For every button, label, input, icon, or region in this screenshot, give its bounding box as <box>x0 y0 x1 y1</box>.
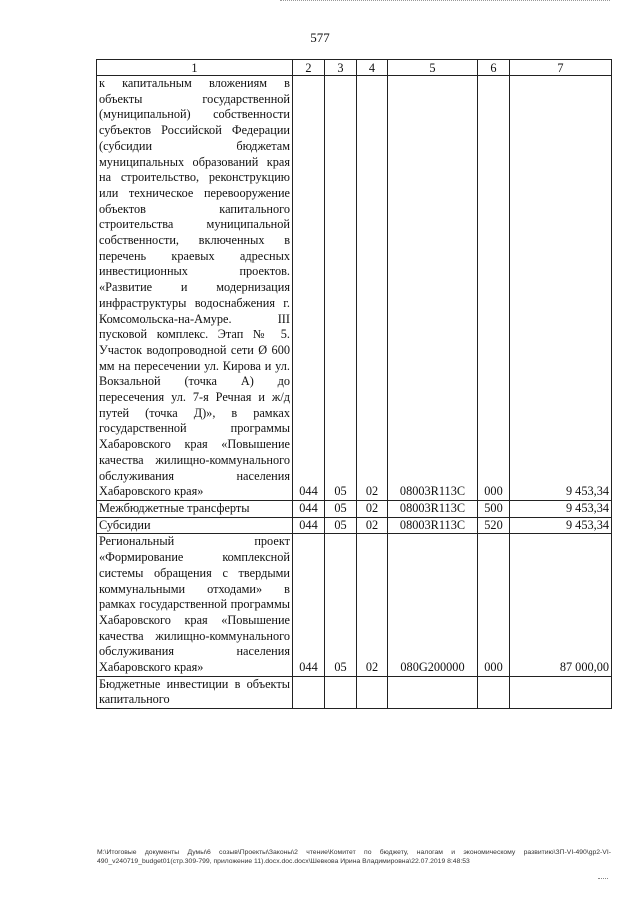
row-expense-type: 500 <box>478 500 510 517</box>
row-target-code: 08003R113C <box>388 76 478 501</box>
row-amount: 87 000,00 <box>510 534 612 676</box>
row-target-code: 08003R113C <box>388 517 478 534</box>
header-col-6: 6 <box>478 60 510 76</box>
scan-artifact-line <box>280 0 610 4</box>
row-section-code: 05 <box>325 534 357 676</box>
row-description: Субсидии <box>97 517 293 534</box>
header-col-7: 7 <box>510 60 612 76</box>
row-section-code: 05 <box>325 500 357 517</box>
table-header-row <box>97 60 612 76</box>
header-col-3: 3 <box>325 60 357 76</box>
row-description: Межбюджетные трансферты <box>97 500 293 517</box>
row-amount: 9 453,34 <box>510 517 612 534</box>
row-ministry-code: 044 <box>293 517 325 534</box>
budget-table <box>96 59 612 709</box>
row-subsection-code: 02 <box>357 517 388 534</box>
row-description: к капитальным вложениям в объекты государственной (муниципальной) собственности субъектов Российской Федерации (субсидии бюджетам муниципальных образований края на строительство, реконструкцию или техническое перевооружение объектов капитального строительства муниципальной собственности, включенных в перечень краевых адресных инвестиционных проектов. «Развитие и модернизация инфраструктуры водоснабжения г. Комсомольска-на-Амуре. III пусковой комплекс. Этап № 5. Участок водопроводной сети Ø 600 мм на пересечении ул. Кирова и ул. Вокзальной (точка А) до пересечения ул. 7-я Речная и ж/д путей (точка Д)», в рамках государственной программы Хабаровского края «Повышение качества жилищно-коммунального обслуживания населения Хабаровского края» <box>97 76 293 501</box>
row-target-code: 08003R113C <box>388 500 478 517</box>
row-section-code: 05 <box>325 76 357 501</box>
row-section-code <box>325 676 357 708</box>
header-col-1: 1 <box>97 60 293 76</box>
row-amount <box>510 676 612 708</box>
row-ministry-code: 044 <box>293 500 325 517</box>
row-ministry-code <box>293 676 325 708</box>
page-number: 577 <box>310 30 330 45</box>
header-col-5: 5 <box>388 60 478 76</box>
row-section-code: 05 <box>325 517 357 534</box>
row-expense-type: 000 <box>478 76 510 501</box>
row-amount: 9 453,34 <box>510 500 612 517</box>
table-row <box>97 534 612 676</box>
row-subsection-code: 02 <box>357 500 388 517</box>
row-amount: 9 453,34 <box>510 76 612 501</box>
row-subsection-code <box>357 676 388 708</box>
table-row <box>97 500 612 517</box>
document-path-footer: M:\Итоговые документы Думы\6 созыв\Проекты\Законы\2 чтение\Комитет по бюджету, налогам и экономическому развитию\ЗП-VI-490\gp2-VI-490_v240719_budget01(стр.309-799, приложение 11).docx.doc.docx\Шевкова Ирина Владимировна\22.07.2019 8:48:53 <box>97 849 611 865</box>
row-expense-type: 000 <box>478 534 510 676</box>
table-row <box>97 517 612 534</box>
scan-artifact-mark <box>598 878 608 880</box>
row-ministry-code: 044 <box>293 534 325 676</box>
row-subsection-code: 02 <box>357 534 388 676</box>
header-col-2: 2 <box>293 60 325 76</box>
row-subsection-code: 02 <box>357 76 388 501</box>
row-description: Региональный проект «Формирование комплексной системы обращения с твердыми коммунальными отходами» в рамках государственной программы Хабаровского края «Повышение качества жилищно-коммунального обслуживания населения Хабаровского края» <box>97 534 293 676</box>
table-row <box>97 76 612 501</box>
row-expense-type <box>478 676 510 708</box>
row-target-code <box>388 676 478 708</box>
table-row <box>97 676 612 708</box>
row-ministry-code: 044 <box>293 76 325 501</box>
header-col-4: 4 <box>357 60 388 76</box>
row-expense-type: 520 <box>478 517 510 534</box>
row-description: Бюджетные инвестиции в объекты капитального <box>97 676 293 708</box>
row-target-code: 080G200000 <box>388 534 478 676</box>
